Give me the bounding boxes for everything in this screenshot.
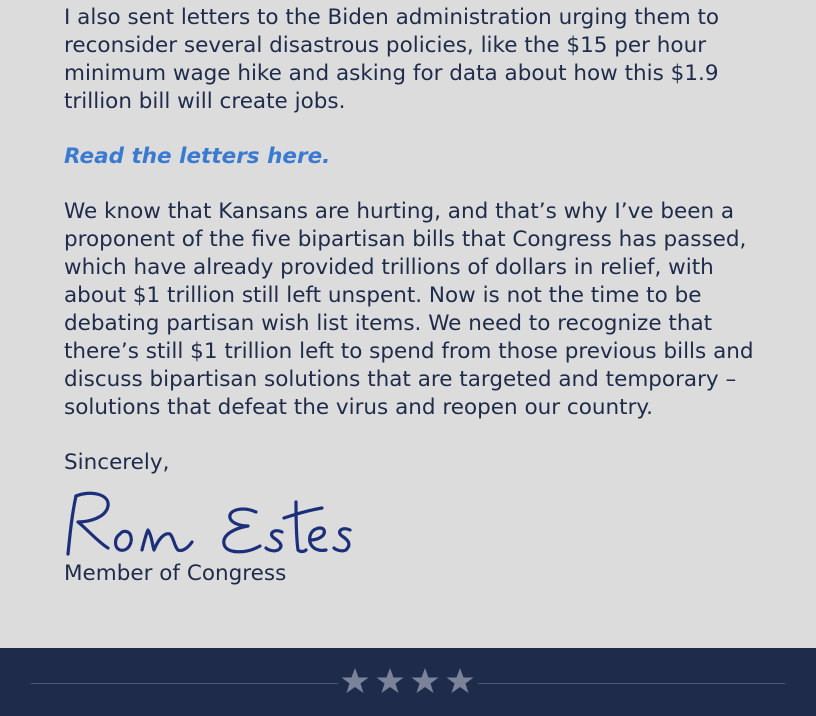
letters-link-paragraph <box>64 143 764 171</box>
read-letters-link[interactable]: Read the letters here. <box>64 144 331 169</box>
paragraph-letters: I also sent letters to the Biden administration urging them to reconsider several disastrous policies, like the $15 per hour minimum wage hike and asking for data about how this $1.9 trillion bill will create jobs. <box>64 5 720 114</box>
stars-decoration <box>338 662 478 702</box>
closing-text: Sincerely, <box>64 450 170 475</box>
signature-image <box>60 484 360 560</box>
footer-divider-left <box>31 683 338 684</box>
star-icon <box>412 668 439 693</box>
star-icon <box>377 668 404 693</box>
footer-divider-right <box>478 683 785 684</box>
star-icon <box>447 668 474 693</box>
signer-title: Member of Congress <box>64 561 287 586</box>
star-icon <box>342 668 369 693</box>
letter-body <box>64 4 764 477</box>
paragraph-kansans: We know that Kansans are hurting, and that’s why I’ve been a proponent of the five bipartisan bills that Congress has passed, which have already provided trillions of dollars in relief, with about $1 trillion still left unspent. Now is not the time to be debating partisan wish list items. We need to recognize that there’s still $1 trillion left to spend from those previous bills and discuss bipartisan solutions that are targeted and temporary – solutions that defeat the virus and reopen our country. <box>64 199 754 420</box>
footer-bar <box>0 648 816 716</box>
